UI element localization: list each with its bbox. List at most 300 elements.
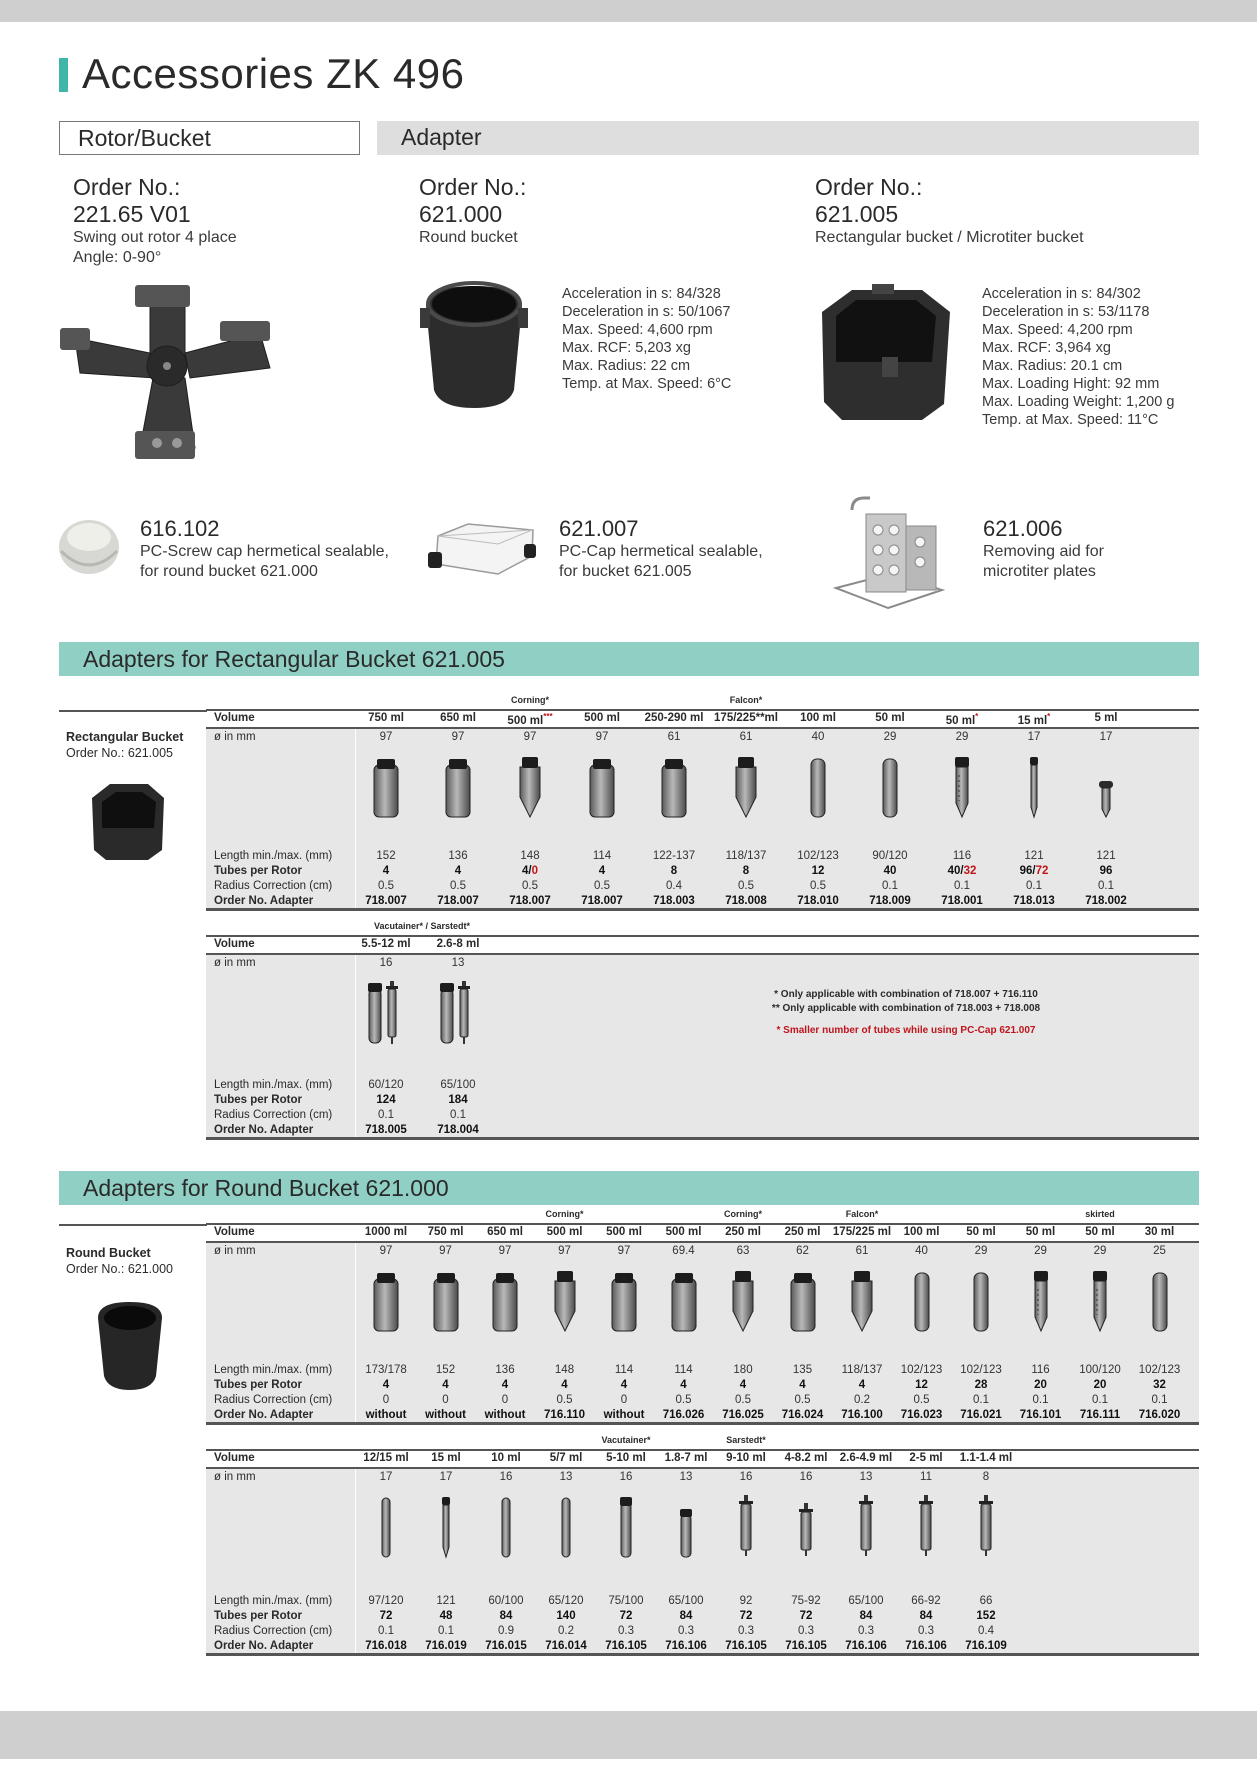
product-description: Swing out rotor 4 place (73, 229, 237, 246)
tube-syringe-icon (856, 1495, 876, 1559)
tube-illustration (499, 1495, 513, 1564)
cell-length: 121 (1096, 850, 1116, 862)
cell-diameter: 16 (739, 1471, 753, 1483)
rect-bucket-small-image (86, 780, 170, 862)
cell-tubes-per-rotor: 20 (1093, 1379, 1107, 1391)
cell-tubes-per-rotor: 32 (1153, 1379, 1166, 1391)
footnote-3: * Smaller number of tubes while using PC-Cap 621.007 (776, 1025, 1036, 1036)
cell-radius-correction: 0 (501, 1394, 509, 1406)
column-volume: 12/15 ml (363, 1452, 409, 1464)
cell-length: 66-92 (911, 1595, 941, 1607)
row-label-tubes: Tubes per Rotor (214, 865, 302, 877)
cell-tubes-per-rotor: 4 (598, 865, 606, 877)
cell-length: 173/178 (365, 1364, 407, 1376)
tube-capped-small-icon (678, 1507, 694, 1559)
cell-tubes-per-rotor: 28 (974, 1379, 988, 1391)
cell-order-no: 718.003 (653, 895, 695, 907)
cell-radius-correction: 0.5 (556, 1394, 573, 1406)
cell-radius-correction: 0.5 (450, 880, 466, 892)
column-volume: 500 ml (606, 1226, 642, 1238)
tube-small-icon (1096, 779, 1116, 819)
cell-diameter: 61 (667, 731, 681, 743)
tube-falcon-thin-icon (439, 1495, 453, 1559)
tube-illustration (379, 1495, 393, 1564)
tube-illustration (432, 1271, 460, 1338)
cell-order-no: 718.005 (365, 1124, 407, 1136)
cell-diameter: 97 (498, 1245, 512, 1257)
tube-illustration (736, 1495, 756, 1564)
product-description: Rectangular bucket / Microtiter bucket (815, 229, 1084, 246)
accessory-621006 (983, 516, 1104, 582)
tube-bottle-icon (372, 1271, 400, 1333)
cell-length: 65/100 (440, 1079, 476, 1091)
table-top-rule (206, 709, 1199, 711)
order-label: Order No.: (815, 174, 923, 200)
cell-radius-correction: 0.5 (378, 880, 394, 892)
column-volume: 30 ml (1144, 1226, 1175, 1238)
table-divider (355, 1243, 356, 1422)
row-label-length: Length min./max. (mm) (214, 1079, 333, 1091)
tube-illustration (849, 1269, 875, 1338)
cell-radius-correction: 0.3 (678, 1625, 694, 1637)
cell-tubes-per-rotor: 4 (442, 1379, 449, 1391)
column-volume: 650 ml (487, 1226, 523, 1238)
tube-illustration (618, 1495, 634, 1564)
column-volume: 2.6-8 ml (436, 938, 480, 950)
column-volume: 175/225**ml (714, 712, 778, 724)
cell-order-no: 716.019 (425, 1640, 467, 1652)
cell-radius-correction: 0 (382, 1394, 390, 1406)
cell-tubes-per-rotor: 40 (883, 865, 897, 877)
cell-length: 121 (1024, 850, 1044, 862)
tube-thin-icon (379, 1495, 393, 1559)
order-label: Order No.: (419, 174, 527, 200)
column-volume: 750 ml (427, 1226, 464, 1238)
row-label-radius: Radius Correction (cm) (214, 1109, 333, 1121)
tube-syringe-icon (916, 1495, 936, 1559)
spec-max-rcf: Max. RCF: 3,964 xg (982, 340, 1111, 356)
tube-bottle-icon (491, 1271, 519, 1333)
rect-table-1 (206, 695, 1199, 910)
tube-bottle-icon (432, 1271, 460, 1333)
spec-temp: Temp. at Max. Speed: 11°C (982, 412, 1159, 428)
column-volume: 50 ml (1085, 1226, 1115, 1238)
cell-length: 114 (592, 850, 612, 862)
tube-falcon-icon (952, 755, 972, 819)
cell-radius-correction: 0.5 (794, 1394, 811, 1406)
tube-syringe-small-icon (796, 1503, 816, 1559)
cell-length: 114 (614, 1364, 634, 1376)
row-label-length: Length min./max. (mm) (214, 850, 333, 862)
brand-label: skirted (1085, 1209, 1115, 1219)
round-bucket-label (66, 1245, 173, 1277)
cell-length: 118/137 (841, 1364, 883, 1376)
cell-radius-correction: 0 (442, 1394, 449, 1406)
cell-radius-correction: 0.2 (558, 1625, 574, 1637)
order-number: 621.005 (815, 201, 899, 227)
tube-illustration (808, 755, 828, 824)
tube-bottle-icon (610, 1271, 638, 1333)
cell-order-no: without (603, 1409, 645, 1421)
cell-order-no: without (365, 1409, 407, 1421)
row-label-diameter: ø in mm (214, 957, 256, 969)
bucket-label-rule (59, 1224, 207, 1226)
tube-falcon-thin-icon (1027, 755, 1041, 819)
tubes-with-pc-cap: 72 (1035, 865, 1049, 877)
tube-falcon-icon (1090, 1269, 1110, 1333)
accessory-description: PC-Screw cap hermetical sealable, (140, 543, 389, 560)
cell-tubes-per-rotor: 4 (382, 1379, 390, 1391)
tube-illustration (610, 1271, 638, 1338)
cell-length: 97/120 (368, 1595, 404, 1607)
round-table-2 (206, 1435, 1199, 1655)
accessory-description-2: for bucket 621.005 (559, 563, 692, 580)
cell-length: 152 (376, 850, 396, 862)
tube-illustration (733, 755, 759, 824)
bottom-band (0, 1711, 1257, 1759)
cell-length: 116 (952, 850, 972, 862)
cell-diameter: 16 (619, 1471, 633, 1483)
cell-order-no: 716.105 (725, 1640, 767, 1652)
cell-diameter: 17 (1099, 731, 1113, 743)
cell-length: 148 (554, 1364, 575, 1376)
tube-illustration (444, 757, 472, 824)
column-volume: 250 ml (784, 1226, 821, 1238)
rect-bucket-image (812, 282, 954, 422)
spec-loading-height: Max. Loading Hight: 92 mm (982, 376, 1160, 392)
tube-conical-icon (730, 1269, 756, 1333)
rotor-bucket-header: Rotor/Bucket (59, 121, 360, 155)
spec-max-speed: Max. Speed: 4,200 rpm (982, 322, 1133, 338)
spec-acceleration: Acceleration in s: 84/302 (982, 286, 1141, 302)
tube-illustration (366, 981, 406, 1050)
column-volume: 15 ml (431, 1452, 461, 1464)
row-label-tubes: Tubes per Rotor (214, 1094, 302, 1106)
adapter-header: Adapter (377, 121, 1199, 155)
cell-length: 102/123 (960, 1364, 1002, 1376)
tube-round-icon (1150, 1269, 1170, 1333)
tube-illustration (1031, 1269, 1051, 1338)
cell-diameter: 40 (915, 1245, 928, 1257)
cell-tubes-per-rotor: 12 (915, 1379, 928, 1391)
cell-length: 75-92 (791, 1595, 821, 1607)
footnote-1: * Only applicable with combination of 718.007 + 716.110 (774, 989, 1038, 1000)
removing-aid-image (830, 496, 948, 626)
spec-max-radius: Max. Radius: 20.1 cm (982, 358, 1123, 374)
volume-footnote-mark: * (975, 712, 979, 721)
tube-bottle-icon (588, 757, 616, 819)
round-bucket-specs (562, 285, 731, 393)
round-bucket-order: Order No.: 621.000 (66, 1262, 174, 1276)
tube-illustration (439, 1495, 453, 1564)
column-volume: 50 ml* (945, 712, 979, 727)
column-volume: 1.1-1.4 ml (959, 1452, 1013, 1464)
cell-diameter: 13 (559, 1471, 573, 1483)
cell-length: 60/100 (488, 1595, 524, 1607)
footnote-spacer (726, 1016, 1086, 1024)
cell-length: 180 (733, 1364, 753, 1376)
cell-diameter: 17 (379, 1471, 393, 1483)
cell-tubes-per-rotor: 20 (1034, 1379, 1047, 1391)
cell-diameter: 16 (799, 1471, 813, 1483)
tube-bottle-icon (789, 1271, 817, 1333)
tube-round-icon (880, 755, 900, 819)
cell-length: 102/123 (1138, 1364, 1181, 1376)
tube-round-icon (971, 1269, 991, 1333)
cell-tubes-per-rotor: 4 (858, 1379, 866, 1391)
cell-length: 148 (520, 850, 540, 862)
rect-bucket-specs (982, 285, 1174, 429)
column-volume: 2.6-4.9 ml (839, 1452, 893, 1464)
tube-conical-icon (733, 755, 759, 819)
cell-length: 65/100 (668, 1595, 704, 1607)
column-volume: 500 ml (546, 1226, 583, 1238)
tube-falcon-icon (1031, 1269, 1051, 1333)
cell-diameter: 97 (617, 1245, 631, 1257)
cell-diameter: 16 (379, 957, 393, 969)
order-number: 621.000 (419, 201, 503, 227)
brand-label: Vacutainer* / Sarstedt* (373, 921, 471, 931)
cell-diameter: 97 (558, 1245, 571, 1257)
tube-illustration (372, 1271, 400, 1338)
row-label-order: Order No. Adapter (214, 1640, 314, 1652)
cell-length: 121 (436, 1595, 456, 1607)
tube-round-icon (808, 755, 828, 819)
cell-tubes-per-rotor: 48 (439, 1610, 453, 1622)
cell-order-no: 716.015 (485, 1640, 527, 1652)
accessory-616102 (140, 516, 389, 582)
cell-order-no: 716.100 (841, 1409, 883, 1421)
cell-length: 100/120 (1079, 1364, 1121, 1376)
brand-label: Vacutainer* (601, 1435, 651, 1445)
cell-diameter: 29 (974, 1245, 988, 1257)
column-volume: 500 ml (584, 712, 620, 724)
row-label-length: Length min./max. (mm) (214, 1364, 333, 1376)
column-volume: 50 ml (1025, 1226, 1056, 1238)
cell-order-no: 718.007 (437, 895, 479, 907)
accessory-description: PC-Cap hermetical sealable, (559, 543, 763, 560)
cell-tubes-per-rotor: 4/0 (522, 865, 538, 877)
cell-tubes-per-rotor: 72 (619, 1610, 633, 1622)
round-bucket-small-image (94, 1298, 166, 1392)
top-band (0, 0, 1257, 22)
tube-illustration (971, 1269, 991, 1338)
tube-illustration (1027, 755, 1041, 824)
tube-thin-icon (559, 1495, 573, 1559)
accessory-order-number: 621.006 (983, 516, 1063, 541)
tube-illustration (670, 1271, 698, 1338)
cell-length: 122-137 (652, 850, 696, 862)
cell-tubes-per-rotor: 72 (799, 1610, 813, 1622)
cell-tubes-per-rotor: 4 (799, 1379, 806, 1391)
cell-order-no: 716.018 (365, 1640, 407, 1652)
cell-length: 116 (1031, 1364, 1050, 1376)
rect-bucket-name: Rectangular Bucket (66, 730, 184, 744)
accessory-order-number: 616.102 (140, 516, 220, 541)
tube-syringe-icon (976, 1495, 996, 1559)
tube-bottle-icon (670, 1271, 698, 1333)
cell-tubes-per-rotor: 96/72 (1019, 865, 1049, 877)
tube-conical-icon (849, 1269, 875, 1333)
cell-diameter: 97 (451, 731, 465, 743)
accessory-order-number: 621.007 (559, 516, 639, 541)
cell-length: 90/120 (872, 850, 908, 862)
cell-tubes-per-rotor: 184 (448, 1094, 468, 1106)
rect-bucket-order: Order No.: 621.005 (66, 746, 174, 760)
cell-radius-correction: 0.1 (954, 880, 970, 892)
cell-order-no: 716.023 (900, 1409, 943, 1421)
cell-tubes-per-rotor: 4 (620, 1379, 628, 1391)
column-volume: 650 ml (440, 712, 476, 724)
table-top-rule (206, 1223, 1199, 1225)
cell-tubes-per-rotor: 4 (680, 1379, 687, 1391)
cell-length: 60/120 (368, 1079, 404, 1091)
cell-diameter: 25 (1153, 1245, 1166, 1257)
cell-radius-correction: 0.5 (735, 1394, 751, 1406)
cell-diameter: 29 (955, 731, 969, 743)
tube-pair-icon (366, 981, 406, 1045)
cell-diameter: 61 (855, 1245, 869, 1257)
table-top-rule (206, 935, 1199, 937)
tube-illustration (1096, 779, 1116, 824)
cell-tubes-per-rotor: 4 (501, 1379, 509, 1391)
row-label-diameter: ø in mm (214, 1471, 256, 1483)
tube-capped-icon (618, 1495, 634, 1559)
cell-length: 75/100 (608, 1595, 644, 1607)
rotor-image (55, 283, 285, 463)
row-label-tubes: Tubes per Rotor (214, 1610, 302, 1622)
cell-length: 136 (495, 1364, 515, 1376)
column-volume: 5/7 ml (549, 1452, 583, 1464)
rect-bucket-label (66, 729, 183, 761)
cell-order-no: 718.002 (1085, 895, 1127, 907)
row-label-order: Order No. Adapter (214, 895, 314, 907)
row-label-length: Length min./max. (mm) (214, 1595, 333, 1607)
cell-diameter: 13 (859, 1471, 873, 1483)
cell-radius-correction: 0.5 (522, 880, 538, 892)
spec-max-radius: Max. Radius: 22 cm (562, 358, 691, 374)
cell-diameter: 13 (451, 957, 465, 969)
cell-order-no: 716.109 (965, 1640, 1007, 1652)
cell-order-no: 718.010 (797, 895, 839, 907)
column-volume: 15 ml* (1017, 712, 1051, 727)
tube-illustration (976, 1495, 996, 1564)
section-rect-adapters: Adapters for Rectangular Bucket 621.005 (59, 642, 1199, 676)
round-bucket-name: Round Bucket (66, 1246, 151, 1260)
row-label-radius: Radius Correction (cm) (214, 1394, 333, 1406)
row-label-diameter: ø in mm (214, 1245, 256, 1257)
cell-tubes-per-rotor: 84 (499, 1610, 513, 1622)
table-divider (355, 955, 356, 1137)
product-angle: Angle: 0-90° (73, 249, 162, 266)
spec-loading-weight: Max. Loading Weight: 1,200 g (982, 394, 1175, 410)
tube-illustration (916, 1495, 936, 1564)
cell-radius-correction: 0.5 (594, 880, 610, 892)
cell-radius-correction: 0.1 (1151, 1394, 1168, 1406)
cell-order-no: 716.105 (785, 1640, 827, 1652)
row-label-volume: Volume (214, 1452, 255, 1464)
brand-label: Falcon* (845, 1209, 879, 1219)
cell-radius-correction: 0.1 (1032, 1394, 1049, 1406)
row-label-radius: Radius Correction (cm) (214, 880, 333, 892)
cell-order-no: 718.007 (365, 895, 407, 907)
product-rect-bucket (815, 174, 1084, 248)
cell-tubes-per-rotor: 8 (742, 865, 750, 877)
tube-illustration (1150, 1269, 1170, 1338)
cell-order-no: 716.020 (1138, 1409, 1181, 1421)
cell-order-no: 718.004 (437, 1124, 479, 1136)
tube-illustration (372, 757, 400, 824)
cell-tubes-per-rotor: 152 (976, 1610, 996, 1622)
tube-syringe-icon (736, 1495, 756, 1559)
tube-illustration (588, 757, 616, 824)
cell-radius-correction: 0.3 (618, 1625, 634, 1637)
cell-diameter: 17 (1027, 731, 1041, 743)
tube-illustration (559, 1495, 573, 1564)
cell-diameter: 40 (811, 731, 825, 743)
cell-radius-correction: 0 (620, 1394, 628, 1406)
tube-thin-icon (499, 1495, 513, 1559)
brand-label: Corning* (724, 1209, 762, 1219)
tube-illustration (856, 1495, 876, 1564)
row-label-order: Order No. Adapter (214, 1409, 314, 1421)
cell-radius-correction: 0.1 (378, 1109, 394, 1121)
cell-tubes-per-rotor: 84 (919, 1610, 933, 1622)
tube-conical-icon (517, 755, 543, 819)
cell-radius-correction: 0.5 (810, 880, 826, 892)
pc-cap-image (428, 522, 538, 578)
cell-radius-correction: 0.9 (498, 1625, 514, 1637)
cell-tubes-per-rotor: 124 (376, 1094, 396, 1106)
tube-conical-icon (552, 1269, 578, 1333)
order-label: Order No.: (73, 174, 181, 200)
cell-order-no: 718.001 (941, 895, 983, 907)
column-volume: 100 ml (800, 712, 836, 724)
tube-pair-icon (438, 981, 478, 1045)
table-bottom-rule (206, 1653, 1199, 1656)
column-volume: 250-290 ml (644, 712, 704, 724)
cell-tubes-per-rotor: 4 (561, 1379, 568, 1391)
tube-illustration (796, 1503, 816, 1564)
column-volume: 500 ml (665, 1226, 702, 1238)
column-volume: 100 ml (903, 1226, 940, 1238)
cell-order-no: without (425, 1409, 466, 1421)
cell-length: 118/137 (725, 850, 767, 862)
round-bucket-image (418, 278, 530, 412)
cell-tubes-per-rotor: 4 (454, 865, 462, 877)
cell-order-no: 716.110 (544, 1409, 585, 1421)
cell-order-no: 716.111 (1079, 1409, 1121, 1421)
cell-diameter: 63 (736, 1245, 750, 1257)
cell-length: 65/120 (548, 1595, 584, 1607)
spec-deceleration: Deceleration in s: 50/1067 (562, 304, 731, 320)
cell-order-no: 716.026 (662, 1409, 705, 1421)
tube-bottle-icon (372, 757, 400, 819)
tubes-with-pc-cap: 32 (963, 865, 977, 877)
cell-tubes-per-rotor: 84 (679, 1610, 693, 1622)
row-label-volume: Volume (214, 712, 255, 724)
cell-radius-correction: 0.4 (666, 880, 682, 892)
spec-max-speed: Max. Speed: 4,600 rpm (562, 322, 713, 338)
cell-diameter: 69.4 (672, 1245, 695, 1257)
table-bottom-rule (206, 1137, 1199, 1140)
table-divider (355, 729, 356, 908)
column-volume: 9-10 ml (726, 1452, 766, 1464)
cell-tubes-per-rotor: 84 (859, 1610, 873, 1622)
cell-tubes-per-rotor: 96 (1099, 865, 1113, 877)
spec-acceleration: Acceleration in s: 84/328 (562, 286, 721, 302)
column-volume: 1000 ml (364, 1226, 408, 1238)
